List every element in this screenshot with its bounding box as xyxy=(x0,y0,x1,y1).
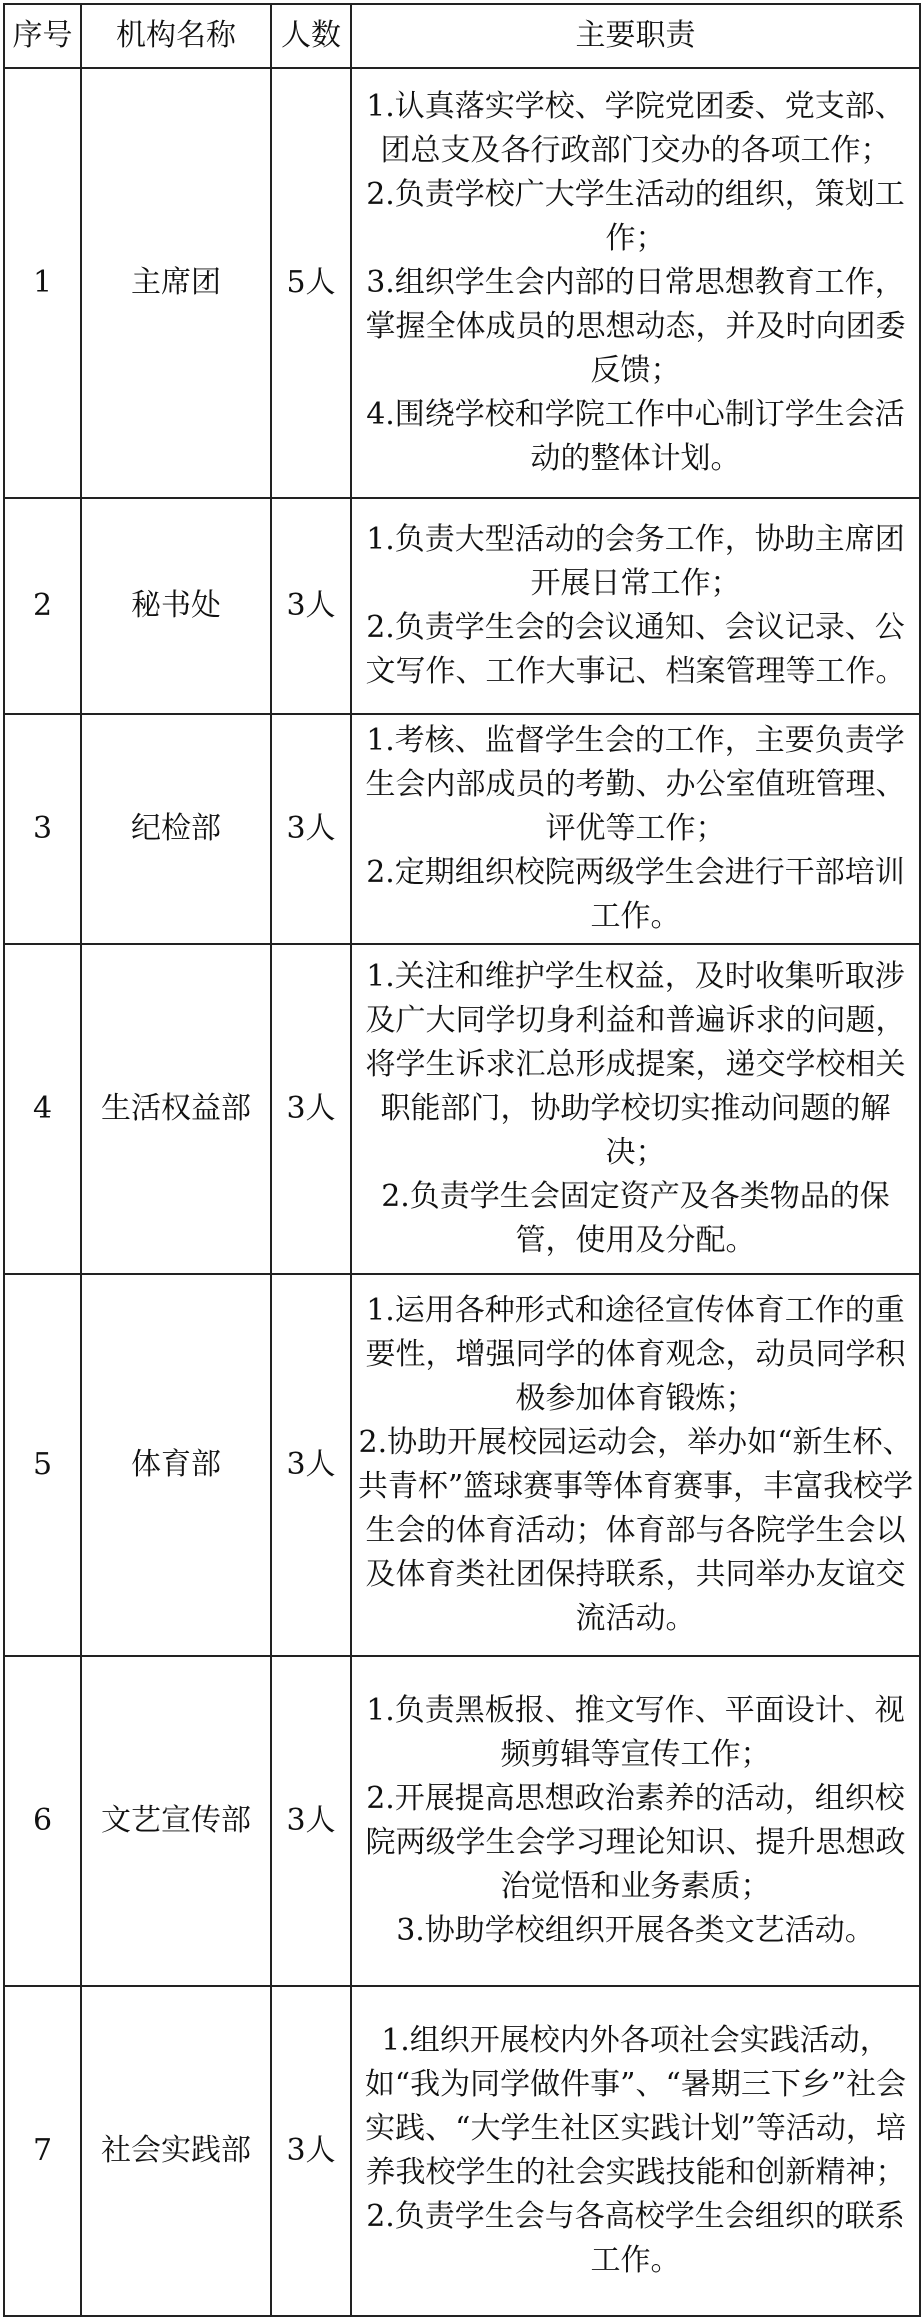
duty-item: 2.负责学生会的会议通知、会议记录、公文写作、工作大事记、档案管理等工作。 xyxy=(365,610,906,689)
table-row xyxy=(4,1656,920,1986)
duties-cell xyxy=(351,1986,920,2316)
org-name: 主席团 xyxy=(81,68,271,498)
org-name: 体育部 xyxy=(81,1274,271,1656)
row-number: 5 xyxy=(4,1274,81,1656)
org-name: 纪检部 xyxy=(81,714,271,944)
duty-item: 4.围绕学校和学院工作中心制订学生会活动的整体计划。 xyxy=(366,397,905,476)
row-number: 4 xyxy=(4,944,81,1274)
duty-item: 2.协助开展校园运动会，举办如“新生杯、共青杯”篮球赛事等体育赛事，丰富我校学生会的体育活动；体育部与各院学生会以及体育类社团保持联系，共同举办友谊交流活动。 xyxy=(357,1425,914,1636)
org-name: 文艺宣传部 xyxy=(81,1656,271,1986)
table-row xyxy=(4,68,920,498)
row-number: 2 xyxy=(4,498,81,714)
table-row xyxy=(4,498,920,714)
duty-item: 1.负责大型活动的会务工作，协助主席团开展日常工作； xyxy=(366,522,905,601)
member-count: 3人 xyxy=(271,944,351,1274)
member-count: 5人 xyxy=(271,68,351,498)
member-count: 3人 xyxy=(271,1656,351,1986)
duties-cell xyxy=(351,68,920,498)
member-count: 3人 xyxy=(271,1986,351,2316)
duties-cell xyxy=(351,1274,920,1656)
org-name: 社会实践部 xyxy=(81,1986,271,2316)
duties-cell xyxy=(351,714,920,944)
org-table xyxy=(3,3,921,2317)
table-row xyxy=(4,1274,920,1656)
header-num: 序号 xyxy=(4,4,81,68)
duty-item: 1.负责黑板报、推文写作、平面设计、视频剪辑等宣传工作； xyxy=(366,1693,905,1772)
duty-item: 2.开展提高思想政治素养的活动，组织校院两级学生会学习理论知识、提升思想政治觉悟和业务素质； xyxy=(365,1781,906,1904)
duty-item: 2.负责学生会固定资产及各类物品的保管，使用及分配。 xyxy=(381,1179,890,1258)
duty-item: 1.考核、监督学生会的工作，主要负责学生会内部成员的考勤、办公室值班管理、评优等工作； xyxy=(365,723,906,846)
duty-item: 3.协助学校组织开展各类文艺活动。 xyxy=(396,1913,875,1948)
row-number: 3 xyxy=(4,714,81,944)
header-row xyxy=(4,4,920,68)
row-number: 7 xyxy=(4,1986,81,2316)
duties-cell xyxy=(351,1656,920,1986)
duty-item: 2.负责学生会与各高校学生会组织的联系工作。 xyxy=(366,2199,905,2278)
duty-item: 1.运用各种形式和途径宣传体育工作的重要性，增强同学的体育观念，动员同学积极参加体育锻炼； xyxy=(365,1293,906,1416)
table-row xyxy=(4,944,920,1274)
member-count: 3人 xyxy=(271,1274,351,1656)
table-row xyxy=(4,1986,920,2316)
row-number: 1 xyxy=(4,68,81,498)
duty-item: 1.关注和维护学生权益，及时收集听取涉及广大同学切身利益和普遍诉求的问题，将学生诉求汇总形成提案，递交学校相关职能部门，协助学校切实推动问题的解决； xyxy=(365,959,906,1170)
header-duties: 主要职责 xyxy=(351,4,920,68)
duty-item: 1.组织开展校内外各项社会实践活动，如“我为同学做件事”、“暑期三下乡”社会实践、“大学生社区实践计划”等活动，培养我校学生的社会实践技能和创新精神； xyxy=(364,2023,907,2190)
duty-item: 3.组织学生会内部的日常思想教育工作，掌握全体成员的思想动态，并及时向团委反馈； xyxy=(365,265,906,388)
header-name: 机构名称 xyxy=(81,4,271,68)
org-name: 生活权益部 xyxy=(81,944,271,1274)
duty-item: 1.认真落实学校、学院党团委、党支部、团总支及各行政部门交办的各项工作； xyxy=(366,89,905,168)
table-row xyxy=(4,714,920,944)
duties-cell xyxy=(351,944,920,1274)
duties-cell xyxy=(351,498,920,714)
header-count: 人数 xyxy=(271,4,351,68)
row-number: 6 xyxy=(4,1656,81,1986)
member-count: 3人 xyxy=(271,498,351,714)
member-count: 3人 xyxy=(271,714,351,944)
duty-item: 2.定期组织校院两级学生会进行干部培训工作。 xyxy=(366,855,905,934)
org-name: 秘书处 xyxy=(81,498,271,714)
duty-item: 2.负责学校广大学生活动的组织，策划工作； xyxy=(366,177,905,256)
